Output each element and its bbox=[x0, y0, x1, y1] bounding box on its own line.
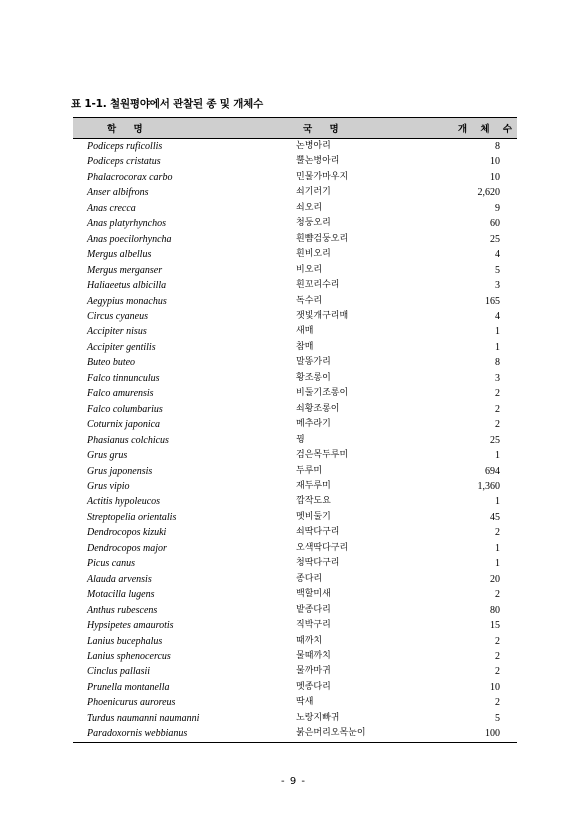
table-row bbox=[73, 232, 517, 247]
scientific-name-cell: Actitis hypoleucos bbox=[87, 496, 161, 508]
korean-name-cell: 딱새 bbox=[296, 697, 314, 708]
count-cell: 1 bbox=[495, 496, 500, 508]
table-row bbox=[73, 572, 517, 587]
table-row bbox=[73, 649, 517, 664]
count-cell: 2 bbox=[495, 589, 500, 601]
korean-name-cell: 새매 bbox=[296, 326, 314, 337]
scientific-name-cell: Podiceps cristatus bbox=[87, 156, 161, 168]
count-cell: 3 bbox=[495, 372, 500, 384]
korean-name-cell: 쇠기러기 bbox=[296, 187, 331, 198]
korean-name-cell: 밭종다리 bbox=[296, 604, 331, 615]
scientific-name-cell: Haliaeetus albicilla bbox=[87, 280, 167, 292]
scientific-name-cell: Grus vipio bbox=[87, 480, 130, 492]
scientific-name-cell: Falco columbarius bbox=[87, 403, 163, 415]
table-row bbox=[73, 139, 517, 155]
count-cell: 10 bbox=[490, 681, 500, 693]
korean-name-cell: 비오리 bbox=[296, 264, 323, 275]
korean-name-cell: 독수리 bbox=[296, 295, 323, 306]
table-row bbox=[73, 417, 517, 432]
count-cell: 10 bbox=[490, 171, 500, 183]
count-cell: 10 bbox=[490, 156, 500, 168]
scientific-name-cell: Anser albifrons bbox=[87, 187, 149, 199]
table-row bbox=[73, 479, 517, 494]
table-row bbox=[73, 711, 517, 726]
count-cell: 1 bbox=[495, 326, 500, 338]
header-scientific-name: 학 명 bbox=[73, 118, 284, 139]
table-row bbox=[73, 386, 517, 401]
count-cell: 5 bbox=[495, 712, 500, 724]
table-row bbox=[73, 263, 517, 278]
korean-name-cell: 논병아리 bbox=[296, 141, 331, 151]
table-row bbox=[73, 664, 517, 679]
count-cell: 1 bbox=[495, 341, 500, 353]
table-row bbox=[73, 371, 517, 386]
count-cell: 2 bbox=[495, 650, 500, 662]
table-row bbox=[73, 448, 517, 463]
table-row bbox=[73, 355, 517, 370]
korean-name-cell: 비둘기조롱이 bbox=[296, 388, 349, 399]
korean-name-cell: 멧종다리 bbox=[296, 681, 331, 692]
table-row bbox=[73, 294, 517, 309]
scientific-name-cell: Anas platyrhynchos bbox=[87, 218, 166, 230]
scientific-name-cell: Accipiter gentilis bbox=[87, 341, 156, 353]
scientific-name-cell: Anthus rubescens bbox=[87, 604, 158, 616]
scientific-name-cell: Phasianus colchicus bbox=[87, 434, 169, 446]
scientific-name-cell: Podiceps ruficollis bbox=[87, 141, 163, 152]
scientific-name-cell: Anas crecca bbox=[87, 202, 136, 214]
count-cell: 2 bbox=[495, 403, 500, 415]
count-cell: 4 bbox=[495, 310, 500, 322]
scientific-name-cell: Coturnix japonica bbox=[87, 419, 161, 431]
korean-name-cell: 멧비둘기 bbox=[296, 511, 331, 522]
count-cell: 2 bbox=[495, 419, 500, 431]
table-row bbox=[73, 433, 517, 448]
header-count: 개 체 수 bbox=[408, 118, 517, 139]
table-row bbox=[73, 726, 517, 742]
count-cell: 20 bbox=[490, 573, 500, 585]
scientific-name-cell: Mergus merganser bbox=[87, 264, 163, 276]
count-cell: 2,620 bbox=[477, 187, 500, 199]
scientific-name-cell: Lanius bucephalus bbox=[87, 635, 163, 647]
korean-name-cell: 황조롱이 bbox=[296, 372, 331, 383]
count-cell: 60 bbox=[490, 218, 500, 230]
count-cell: 45 bbox=[490, 511, 500, 523]
scientific-name-cell: Dendrocopos major bbox=[87, 542, 167, 554]
page-number: - 9 - bbox=[281, 776, 306, 787]
korean-name-cell: 백할미새 bbox=[296, 589, 331, 600]
table-row bbox=[73, 541, 517, 556]
korean-name-cell: 뿔논병아리 bbox=[296, 156, 340, 167]
count-cell: 1,360 bbox=[477, 480, 500, 492]
korean-name-cell: 꿩 bbox=[296, 434, 305, 445]
count-cell: 2 bbox=[495, 666, 500, 678]
table-caption: 표 1-1. 철원평야에서 관찰된 종 및 개체수 bbox=[71, 98, 264, 110]
table-row bbox=[73, 634, 517, 649]
korean-name-cell: 직박구리 bbox=[296, 620, 331, 631]
korean-name-cell: 오색딱다구리 bbox=[296, 542, 349, 553]
scientific-name-cell: Picus canus bbox=[87, 558, 136, 570]
korean-name-cell: 노랑지빠귀 bbox=[296, 712, 340, 723]
count-cell: 694 bbox=[485, 465, 500, 477]
korean-name-cell: 종다리 bbox=[296, 573, 323, 584]
table-row bbox=[73, 618, 517, 633]
scientific-name-cell: Cinclus pallasii bbox=[87, 666, 151, 678]
count-cell: 8 bbox=[495, 357, 500, 369]
count-cell: 2 bbox=[495, 697, 500, 709]
table-row bbox=[73, 402, 517, 417]
scientific-name-cell: Circus cyaneus bbox=[87, 310, 149, 322]
korean-name-cell: 깝작도요 bbox=[296, 496, 331, 507]
table-row bbox=[73, 324, 517, 339]
korean-name-cell: 청딱다구리 bbox=[296, 558, 340, 569]
species-table bbox=[73, 117, 517, 743]
korean-name-cell: 물까마귀 bbox=[296, 666, 331, 677]
table-row bbox=[73, 680, 517, 695]
scientific-name-cell: Phalacrocorax carbo bbox=[87, 171, 173, 183]
korean-name-cell: 메추라기 bbox=[296, 419, 331, 430]
count-cell: 25 bbox=[490, 434, 500, 446]
scientific-name-cell: Mergus albellus bbox=[87, 249, 152, 261]
count-cell: 15 bbox=[490, 620, 500, 632]
korean-name-cell: 붉은머리오목눈이 bbox=[284, 726, 408, 742]
table-row bbox=[73, 154, 517, 169]
table-row bbox=[73, 603, 517, 618]
korean-name-cell: 때까치 bbox=[296, 635, 323, 646]
scientific-name-cell: Turdus naumanni naumanni bbox=[87, 712, 200, 724]
table-row bbox=[73, 247, 517, 262]
count-cell: 9 bbox=[495, 202, 500, 214]
scientific-name-cell: Falco tinnunculus bbox=[87, 372, 160, 384]
table-row bbox=[73, 309, 517, 324]
scientific-name-cell: Streptopelia orientalis bbox=[87, 511, 177, 523]
korean-name-cell: 잿빛개구리매 bbox=[296, 310, 349, 321]
count-cell: 1 bbox=[495, 558, 500, 570]
korean-name-cell: 참매 bbox=[296, 341, 314, 352]
korean-name-cell: 청둥오리 bbox=[296, 218, 331, 229]
table-row bbox=[73, 556, 517, 571]
table-row bbox=[73, 185, 517, 200]
table-row bbox=[73, 216, 517, 231]
scientific-name-cell: Accipiter nisus bbox=[87, 326, 147, 338]
korean-name-cell: 흰꼬리수리 bbox=[296, 280, 340, 291]
scientific-name-cell: Lanius sphenocercus bbox=[87, 650, 171, 662]
korean-name-cell: 흰뺨검둥오리 bbox=[296, 233, 349, 244]
scientific-name-cell: Anas poecilorhyncha bbox=[87, 233, 172, 245]
table-row bbox=[73, 170, 517, 185]
table-row bbox=[73, 201, 517, 216]
korean-name-cell: 재두루미 bbox=[296, 480, 331, 491]
table-row bbox=[73, 587, 517, 602]
scientific-name-cell: Hypsipetes amaurotis bbox=[87, 620, 174, 632]
count-cell: 2 bbox=[495, 388, 500, 400]
table-row bbox=[73, 464, 517, 479]
count-cell: 25 bbox=[490, 233, 500, 245]
count-cell: 1 bbox=[495, 542, 500, 554]
korean-name-cell: 쇠딱다구리 bbox=[296, 527, 340, 538]
count-cell: 1 bbox=[495, 450, 500, 462]
count-cell: 3 bbox=[495, 280, 500, 292]
scientific-name-cell: Dendrocopos kizuki bbox=[87, 527, 167, 539]
scientific-name-cell: Grus grus bbox=[87, 450, 128, 462]
scientific-name-cell: Alauda arvensis bbox=[87, 573, 152, 585]
korean-name-cell: 말똥가리 bbox=[296, 357, 331, 368]
header-korean-name: 국 명 bbox=[284, 118, 408, 139]
korean-name-cell: 두루미 bbox=[296, 465, 323, 476]
table-header-row bbox=[73, 118, 517, 139]
count-cell: 8 bbox=[495, 141, 500, 152]
table-row bbox=[73, 340, 517, 355]
count-cell: 165 bbox=[485, 295, 500, 307]
korean-name-cell: 물때까치 bbox=[296, 650, 331, 661]
scientific-name-cell: Prunella montanella bbox=[87, 681, 170, 693]
table-row bbox=[73, 525, 517, 540]
count-cell: 100 bbox=[408, 726, 517, 742]
korean-name-cell: 검은목두루미 bbox=[296, 450, 349, 461]
scientific-name-cell: Paradoxornis webbianus bbox=[73, 726, 284, 742]
count-cell: 5 bbox=[495, 264, 500, 276]
table-body bbox=[73, 139, 517, 743]
count-cell: 2 bbox=[495, 527, 500, 539]
table-row bbox=[73, 494, 517, 509]
scientific-name-cell: Buteo buteo bbox=[87, 357, 136, 369]
korean-name-cell: 흰비오리 bbox=[296, 249, 331, 260]
count-cell: 4 bbox=[495, 249, 500, 261]
scientific-name-cell: Aegypius monachus bbox=[87, 295, 167, 307]
korean-name-cell: 민물가마우지 bbox=[296, 171, 349, 182]
scientific-name-cell: Grus japonensis bbox=[87, 465, 153, 477]
table-row bbox=[73, 695, 517, 710]
korean-name-cell: 쇠황조롱이 bbox=[296, 403, 340, 414]
table-row bbox=[73, 278, 517, 293]
scientific-name-cell: Falco amurensis bbox=[87, 388, 154, 400]
table-row bbox=[73, 510, 517, 525]
scientific-name-cell: Motacilla lugens bbox=[87, 589, 155, 601]
count-cell: 80 bbox=[490, 604, 500, 616]
scientific-name-cell: Phoenicurus auroreus bbox=[87, 697, 176, 709]
count-cell: 2 bbox=[495, 635, 500, 647]
korean-name-cell: 쇠오리 bbox=[296, 202, 323, 213]
